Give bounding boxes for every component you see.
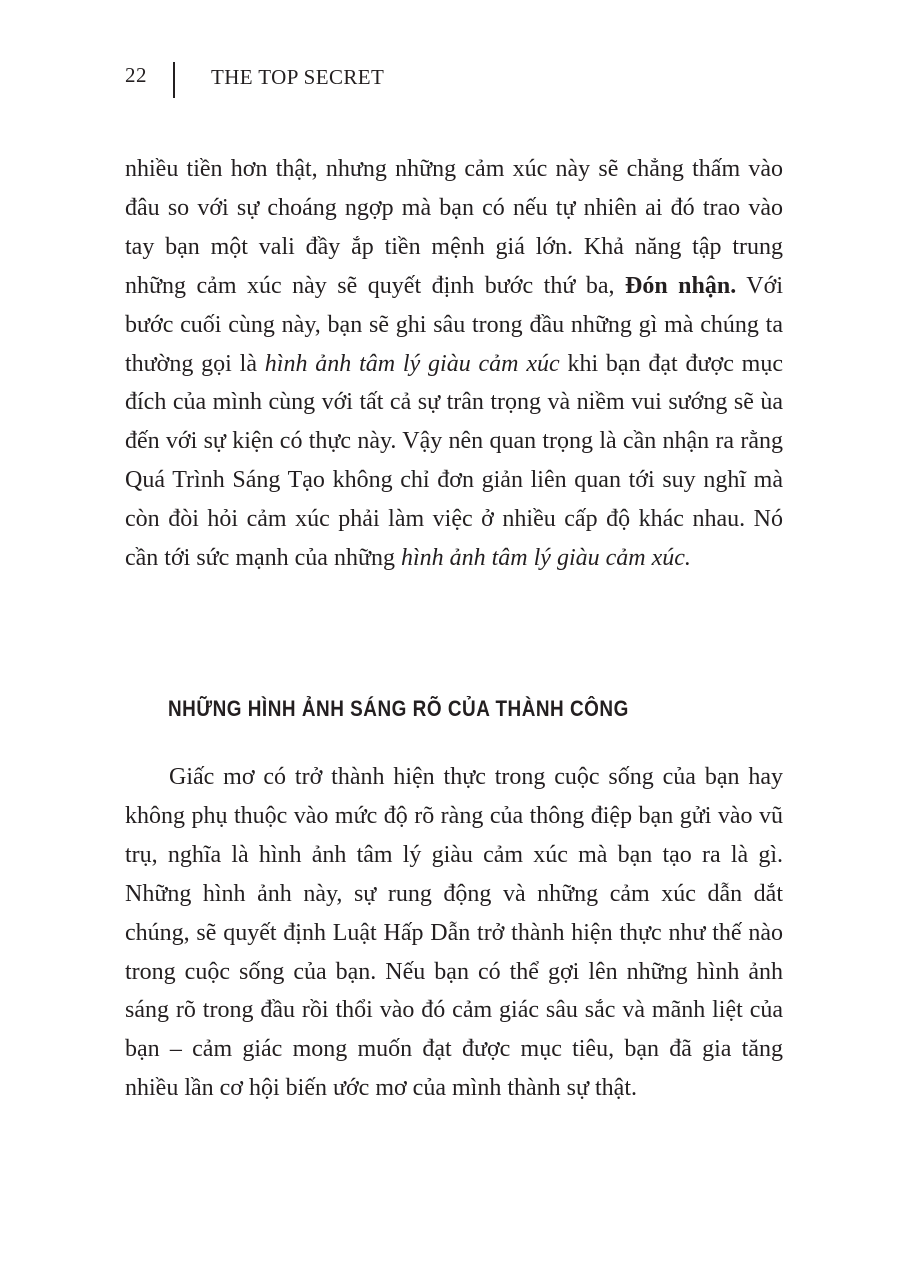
body-paragraph-1 xyxy=(125,150,783,578)
paragraph-1-text-c: khi bạn đạt được mục đích của mình cùng với tất cả sự trân trọng và niềm vui sướng sẽ ùa đến với sự kiện có thực này. Vậy nên quan trọng là cần nhận ra rằng Quá Trình Sáng Tạo không chỉ đơn giản liên quan tới suy nghĩ mà còn đòi hỏi cảm xúc phải làm việc ở nhiều cấp độ khác nhau. Nó cần tới sức mạnh của những xyxy=(125,350,783,572)
paragraph-1-italic-term-1: hình ảnh tâm lý giàu cảm xúc xyxy=(264,350,560,377)
paragraph-1-text-a: nhiều tiền hơn thật, nhưng những cảm xúc này sẽ chẳng thấm vào đâu so với sự choáng ngợp mà bạn có nếu tự nhiên ai đó trao vào tay bạn một vali đầy ắp tiền mệnh giá lớn. Khả năng tập trung những cảm xúc này sẽ quyết định bước thứ ba, xyxy=(125,156,783,299)
paragraph-1-italic-term-2: hình ảnh tâm lý giàu cảm xúc. xyxy=(400,545,691,572)
section-heading: NHỮNG HÌNH ẢNH SÁNG RÕ CỦA THÀNH CÔNG xyxy=(168,696,629,721)
paragraph-1-text-b: Với bước cuối cùng này, bạn sẽ ghi sâu trong đầu những gì mà chúng ta thường gọi là xyxy=(125,272,783,377)
paragraph-1-bold-term: Đón nhận. xyxy=(624,272,737,299)
header-divider xyxy=(173,62,175,98)
running-header xyxy=(125,62,384,98)
page-number: 22 xyxy=(125,62,147,87)
book-title: THE TOP SECRET xyxy=(211,64,385,89)
body-paragraph-2: Giấc mơ có trở thành hiện thực trong cuộc sống của bạn hay không phụ thuộc vào mức độ rõ ràng của thông điệp bạn gửi vào vũ trụ, nghĩa là hình ảnh tâm lý giàu cảm xúc mà bạn tạo ra là gì. Những hình ảnh này, sự rung động và những cảm xúc dẫn dắt chúng, sẽ quyết định Luật Hấp Dẫn trở thành hiện thực như thế nào trong cuộc sống của bạn. Nếu bạn có thể gợi lên những hình ảnh sáng rõ trong đầu rồi thổi vào đó cảm giác sâu sắc và mãnh liệt của bạn – cảm giác mong muốn đạt được mục tiêu, bạn đã gia tăng nhiều lần cơ hội biến ước mơ của mình thành sự thật. xyxy=(125,764,783,1102)
